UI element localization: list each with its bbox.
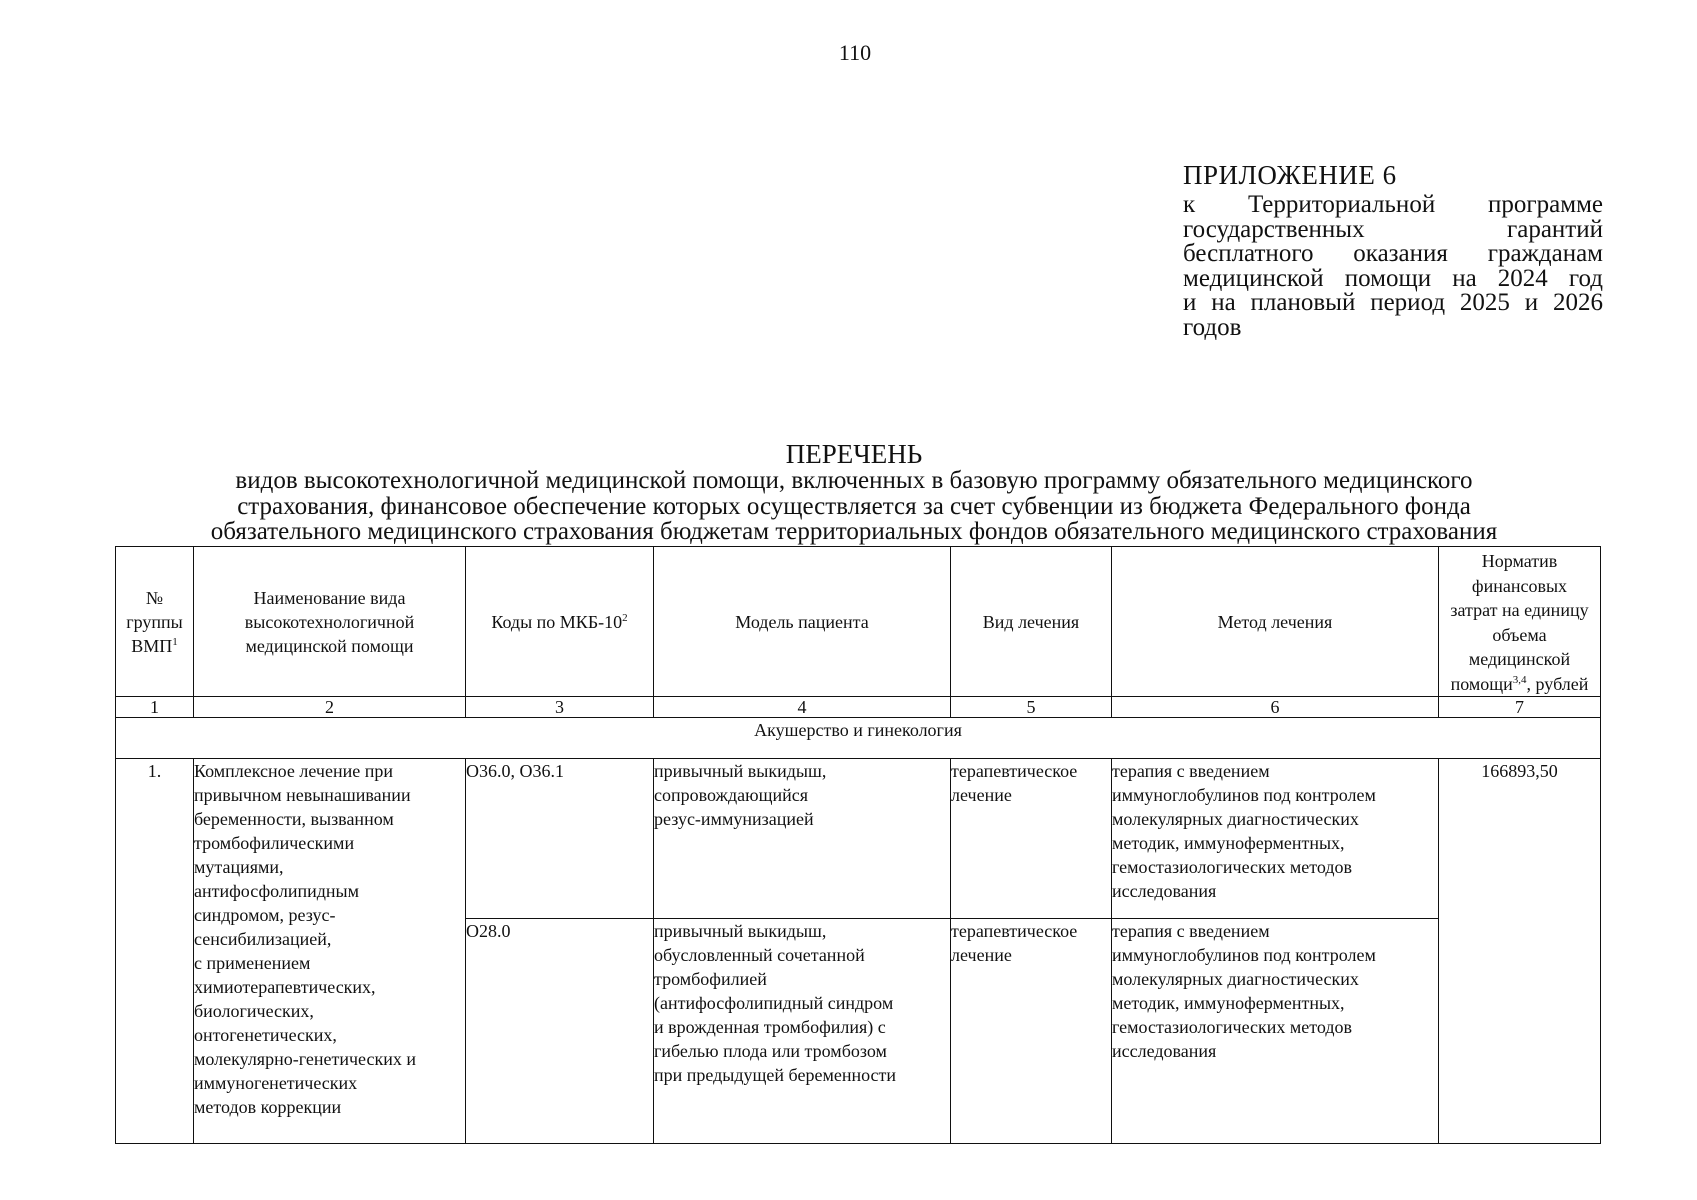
column-number-row	[116, 697, 1601, 718]
header-treatment-type: Вид лечения	[951, 547, 1112, 697]
page-number: 110	[838, 40, 872, 65]
appendix-line: годов	[1183, 313, 1242, 341]
header-text: медицинской помощи	[245, 635, 414, 656]
header-treatment-method: Метод лечения	[1112, 547, 1439, 697]
vmp-table	[115, 546, 1601, 1144]
treatment-type-cell: терапевтическое лечение	[951, 919, 1112, 1144]
header-patient-model: Модель пациента	[654, 547, 951, 697]
heading-title: ПЕРЕЧЕНЬ	[785, 439, 923, 469]
treatment-method-cell: терапия с введением иммуноглобулинов под контролем молекулярных диагностических методик, иммуноферментных, гемостазиологических методов исследования	[1112, 759, 1439, 919]
document-heading	[108, 440, 1600, 545]
header-text: №	[145, 587, 164, 608]
appendix-line: к Территориальной программе	[1183, 191, 1603, 218]
column-number: 5	[951, 697, 1112, 718]
header-group-number	[116, 547, 194, 697]
column-number: 1	[116, 697, 194, 718]
header-vmp-name	[194, 547, 466, 697]
section-title: Акушерство и гинекология	[116, 718, 1601, 759]
treatment-method-cell: терапия с введением иммуноглобулинов под контролем молекулярных диагностических методик, иммуноферментных, гемостазиологических методов исследования	[1112, 919, 1439, 1144]
appendix-title: ПРИЛОЖЕНИЕ 6	[1183, 160, 1397, 190]
treatment-type-cell: терапевтическое лечение	[951, 759, 1112, 919]
section-row	[116, 718, 1601, 759]
cost-norm-cell: 166893,50	[1439, 759, 1601, 1144]
icd-codes-cell: O28.0	[466, 919, 654, 1144]
patient-model-cell: привычный выкидыш, сопровождающийся резус-иммунизацией	[654, 759, 951, 919]
icd-codes-cell: O36.0, O36.1	[466, 759, 654, 919]
header-text: Наименование вида	[253, 587, 406, 608]
vmp-name-cell: Комплексное лечение при привычном невынашивании беременности, вызванном тромбофилическими мутациями, антифосфолипидным синдромом, резус- сенсибилизацией, с применением химиотерапевтических, биологических, онтогенетических, молекулярно-генетических и иммуногенетических методов коррекции	[194, 759, 466, 1144]
appendix-line: бесплатного оказания гражданам	[1183, 240, 1603, 267]
appendix-line: и на плановый период 2025 и 2026	[1183, 289, 1603, 316]
table-header-row	[116, 547, 1601, 697]
heading-subtitle-line: обязательного медицинского страхования бюджетам территориальных фондов обязательного медицинского страхования	[210, 518, 1498, 545]
column-number: 7	[1439, 697, 1601, 718]
column-number: 2	[194, 697, 466, 718]
column-number: 4	[654, 697, 951, 718]
heading-subtitle-line: страхования, финансовое обеспечение которых осуществляется за счет субвенции из бюджета Федерального фонда	[237, 492, 1471, 520]
patient-model-cell: привычный выкидыш, обусловленный сочетанной тромбофилией (антифосфолипидный синдром и врожденная тромбофилия) с гибелью плода или тромбозом при предыдущей беременности	[654, 919, 951, 1144]
column-number: 6	[1112, 697, 1439, 718]
heading-subtitle-line: видов высокотехнологичной медицинской помощи, включенных в базовую программу обязательного медицинского	[235, 467, 1473, 494]
column-number: 3	[466, 697, 654, 718]
header-text: группы	[126, 611, 183, 632]
header-text: ВМП$^1$	[131, 635, 178, 656]
table-row	[116, 759, 1601, 919]
appendix-line: государственных гарантий	[1183, 215, 1603, 243]
header-cost-norm: Норматив финансовых затрат на единицу объема медицинской помощи$^{3,4}$, рублей	[1439, 547, 1601, 697]
header-text: высокотехнологичной	[244, 611, 415, 632]
appendix-line: медицинской помощи на 2024 год	[1183, 264, 1603, 292]
appendix-text	[1183, 193, 1603, 340]
header-icd-codes: Коды по МКБ-$10^2$	[466, 547, 654, 697]
appendix-block	[1183, 160, 1603, 340]
row-number: 1.	[116, 759, 194, 1144]
